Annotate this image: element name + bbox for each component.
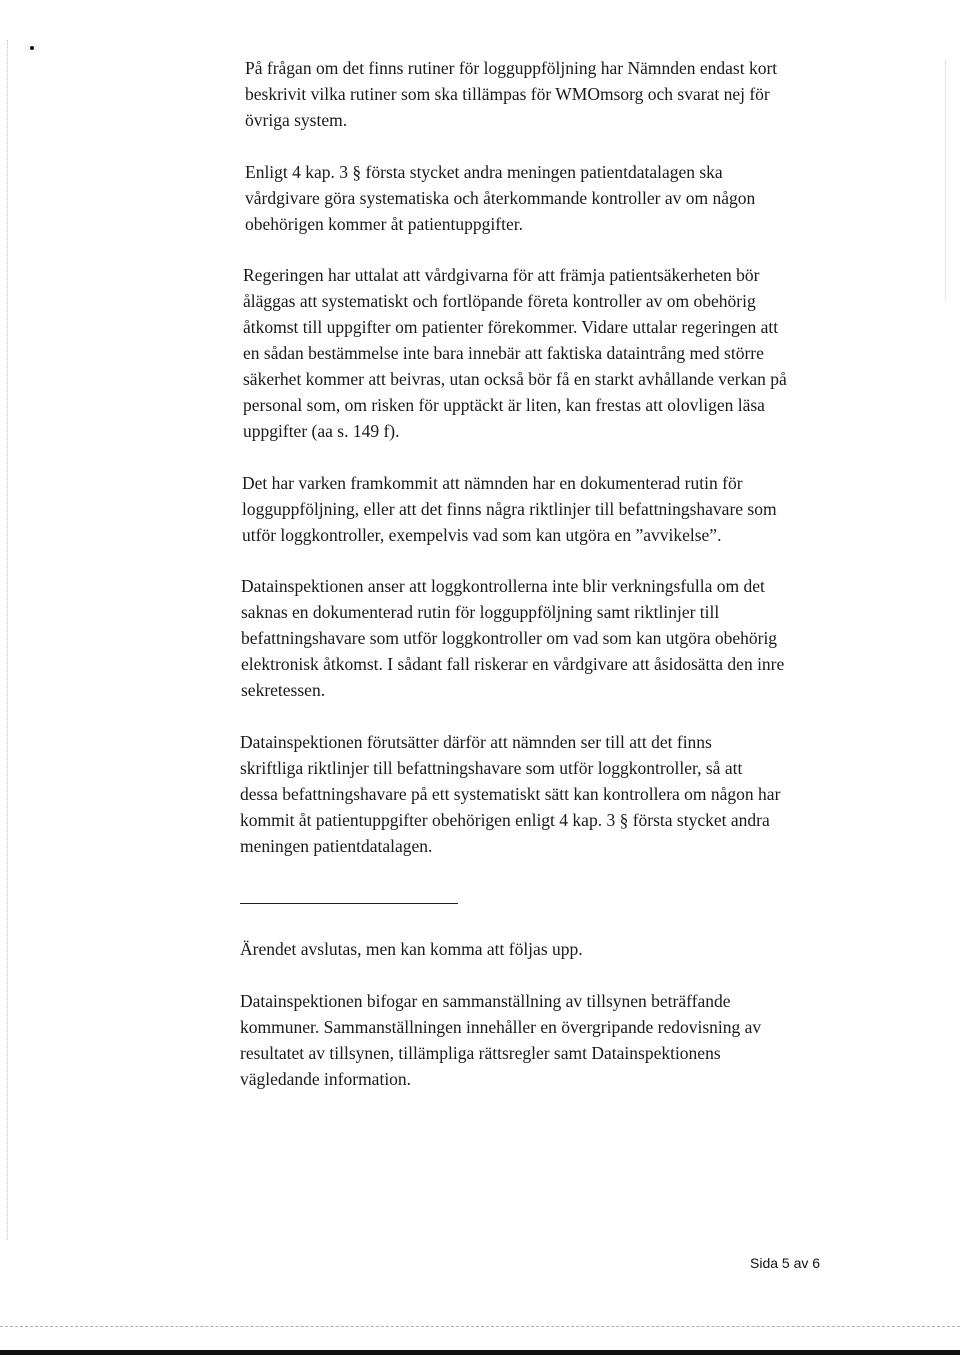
text-line: elektronisk åtkomst. I sådant fall riskerar en vårdgivare att åsidosätta den inre: [241, 654, 785, 674]
text-line: åtkomst till uppgifter om patienter förekommer. Vidare uttalar regeringen att: [243, 317, 779, 337]
text-line: vårdgivare göra systematiska och återkommande kontroller av om någon: [245, 188, 756, 208]
text-line: utför loggkontroller, exempelvis vad som kan utgöra en ”avvikelse”.: [242, 525, 722, 545]
scan-edge-bottom: [0, 1326, 960, 1327]
text-line: säkerhet kommer att beivras, utan också bör få en starkt avhållande verkan på: [243, 369, 787, 389]
paragraph-varken-framkommit: [242, 470, 777, 548]
text-line: en sådan bestämmelse inte bara innebär att faktiska dataintrång med större: [243, 343, 764, 363]
text-line: personal som, om risken för upptäckt är liten, kan frestas att olovligen läsa: [243, 395, 765, 415]
text-line: meningen patientdatalagen.: [240, 836, 433, 856]
paragraph-datainspektionen-anser: [241, 573, 784, 703]
scan-speck: [30, 46, 34, 50]
paragraph-regeringen: [243, 262, 787, 444]
text-line: Enligt 4 kap. 3 § första stycket andra meningen patientdatalagen ska: [245, 162, 723, 182]
text-line: skriftliga riktlinjer till befattningshavare som utför loggkontroller, så att: [240, 758, 743, 778]
text-line: Datainspektionen förutsätter därför att nämnden ser till att det finns: [240, 732, 712, 752]
text-line: Datainspektionen anser att loggkontrollerna inte blir verkningsfulla om det: [241, 576, 765, 596]
paragraph-logguppfoljning-answer: [245, 55, 777, 133]
text-line: saknas en dokumenterad rutin för logguppföljning samt riktlinjer till: [241, 602, 720, 622]
paragraph-datainspektionen-forutsatter: [240, 729, 780, 859]
text-line: sekretessen.: [241, 680, 326, 700]
text-line: Ärendet avslutas, men kan komma att följas upp.: [240, 939, 583, 959]
page-number: Sida 5 av 6: [750, 1255, 821, 1271]
text-line: På frågan om det finns rutiner för logguppföljning har Nämnden endast kort: [245, 58, 778, 78]
text-line: vägledande information.: [240, 1069, 412, 1089]
section-divider: [240, 903, 458, 904]
text-line: övriga system.: [245, 110, 348, 130]
paragraph-bifogar-sammanstallning: [240, 988, 761, 1092]
paragraph-patientdatalagen: [245, 159, 755, 237]
text-line: beskrivit vilka rutiner som ska tillämpas för WMOmsorg och svarat nej för: [245, 84, 770, 104]
scan-edge-left: [7, 40, 8, 1240]
text-line: befattningshavare som utför loggkontroller om vad som kan utgöra obehörig: [241, 628, 778, 648]
text-line: kommuner. Sammanställningen innehåller en övergripande redovisning av: [240, 1017, 762, 1037]
paragraph-arendet-avslutas: [240, 936, 583, 962]
text-line: obehörigen kommer åt patientuppgifter.: [245, 214, 523, 234]
text-line: logguppföljning, eller att det finns några riktlinjer till befattningshavare som: [242, 499, 777, 519]
scan-edge-right: [945, 60, 946, 300]
text-line: Regeringen har uttalat att vårdgivarna för att främja patientsäkerheten bör: [243, 265, 760, 285]
text-line: dessa befattningshavare på ett systematiskt sätt kan kontrollera om någon har: [240, 784, 781, 804]
text-line: kommit åt patientuppgifter obehörigen enligt 4 kap. 3 § första stycket andra: [240, 810, 770, 830]
scan-border-bottom: [0, 1350, 960, 1355]
text-line: Det har varken framkommit att nämnden har en dokumenterad rutin för: [242, 473, 743, 493]
text-line: resultatet av tillsynen, tillämpliga rättsregler samt Datainspektionens: [240, 1043, 721, 1063]
text-line: åläggas att systematiskt och fortlöpande företa kontroller av om obehörig: [243, 291, 756, 311]
text-line: uppgifter (aa s. 149 f).: [243, 421, 400, 441]
text-line: Datainspektionen bifogar en sammanställning av tillsynen beträffande: [240, 991, 731, 1011]
